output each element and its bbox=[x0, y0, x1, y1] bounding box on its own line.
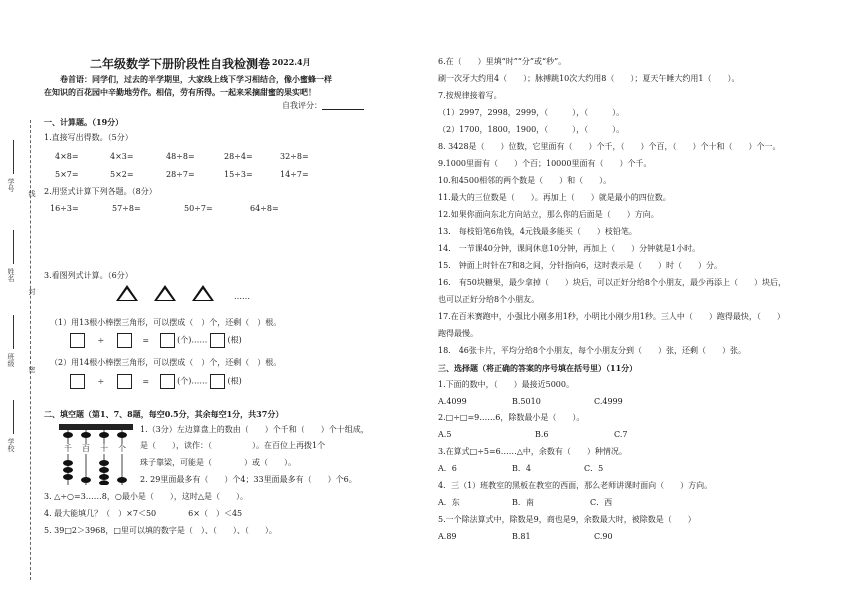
school-blank[interactable] bbox=[13, 400, 14, 434]
choice-3-option-b[interactable]: B．4 bbox=[512, 464, 531, 473]
choice-1-option-b[interactable]: B.5010 bbox=[512, 397, 541, 406]
fill-2: 2. 29里面最多有（ ）个4；33里面最多有（ ）个6。 bbox=[140, 475, 357, 484]
choice-5-option-b[interactable]: B.81 bbox=[512, 532, 531, 541]
choice-5: 5.一个除法算式中，除数是9，商也是9，余数最大时，被除数是（ ） bbox=[438, 515, 696, 524]
choice-3-option-a[interactable]: A．6 bbox=[438, 464, 457, 473]
section-1-heading: 一、计算题。（19分） bbox=[44, 117, 124, 127]
self-eval-blank[interactable] bbox=[322, 109, 364, 110]
abacus-bead bbox=[63, 432, 73, 438]
fill-8: 8. 3428是（ ）位数，它里面有（ ）个千，（ ）个百，（ ）个十和（ ）个一。 bbox=[438, 142, 781, 151]
seal-mark-secret: 密 bbox=[28, 366, 36, 373]
triangle-1 bbox=[116, 285, 138, 301]
fill-15: 15. 钟面上时针在7和8之间，分针指向6，这时表示是（ ）时（ ）分。 bbox=[438, 261, 722, 270]
abacus-bead bbox=[99, 474, 109, 480]
triangle-3 bbox=[192, 285, 214, 301]
calc-r2-4: 15÷3= bbox=[224, 170, 253, 179]
choice-1-option-a[interactable]: A.4099 bbox=[438, 397, 467, 406]
abacus-bead bbox=[99, 481, 109, 486]
fill-17-a: 17.在百米赛跑中，小强比小刚多用1秒，小明比小刚少用1秒。三人中（ ）跑得最快，（ ） bbox=[438, 312, 785, 321]
fill-11: 11.最大的三位数是（ ）。再加上（ ）就是最小的四位数。 bbox=[438, 193, 671, 202]
fill-7-b: （2）1700，1800，1900，（ ），（ ）。 bbox=[438, 125, 625, 134]
eq-sign: = bbox=[142, 376, 150, 386]
abacus-label-hundreds: 百 bbox=[82, 444, 90, 453]
intro-line-1: 卷首语：同学们，过去的半学期里，大家线上线下学习相结合，像小蜜蜂一样 bbox=[60, 74, 332, 84]
calc-r2-2: 5×2= bbox=[110, 170, 134, 179]
abacus-label-thousands: 千 bbox=[64, 444, 72, 453]
eq-sign: = bbox=[142, 335, 150, 345]
seal-mark-seal: 封 bbox=[28, 288, 36, 295]
abacus-top-frame bbox=[59, 424, 133, 430]
abacus-label-tens: 十 bbox=[100, 444, 108, 453]
abacus-label-ones: 个 bbox=[118, 444, 126, 453]
choice-3-option-c[interactable]: C．5 bbox=[584, 464, 604, 473]
answer-box[interactable] bbox=[160, 333, 175, 348]
calc-r1-5: 32÷8= bbox=[280, 152, 309, 161]
unit-gen: (根) bbox=[227, 335, 242, 345]
fill-16-a: 16. 有50块糖果，最少拿掉（ ）块后，可以正好分给8个小朋友，最少再添上（ ）块后， bbox=[438, 278, 786, 287]
choice-4-option-c[interactable]: C．西 bbox=[590, 498, 613, 507]
choice-2: 2.□÷□=9……6，除数最小是（ ）。 bbox=[438, 413, 585, 422]
unit-ge: (个)…… bbox=[177, 376, 208, 386]
fill-7-heading: 7.按规律接着写。 bbox=[438, 91, 502, 100]
calc-r1-1: 4×8= bbox=[55, 152, 79, 161]
choice-1: 1.下面的数中，（ ）最接近5000。 bbox=[438, 380, 574, 389]
unit-ge: (个)…… bbox=[177, 335, 208, 345]
abacus-bead bbox=[63, 474, 73, 480]
section-2-heading: 二、填空题（第1、7、8题，每空0.5分，其余每空1分，共37分） bbox=[44, 409, 284, 419]
sidebar-label-name: 姓名 bbox=[7, 268, 15, 282]
fill-17-b: 跑得最慢。 bbox=[438, 329, 478, 338]
fill-16-b: 也可以正好分给8个小朋友。 bbox=[438, 295, 540, 304]
choice-2-option-c[interactable]: C.7 bbox=[614, 430, 628, 439]
choice-4: 4．三（1）班教室的黑板在教室的西面，那么老师讲课时面向（ ）方向。 bbox=[438, 481, 713, 490]
q2-title: 2.用竖式计算下列各题。（8分） bbox=[44, 187, 157, 196]
fill-1-line-3: 珠子靠梁，可能是（ ）或（ ）。 bbox=[140, 458, 296, 467]
answer-box[interactable] bbox=[160, 374, 175, 389]
q3b-equation bbox=[70, 374, 242, 389]
self-eval-label: 自我评分： bbox=[282, 101, 322, 110]
div-sign: ÷ bbox=[97, 335, 105, 345]
fill-6-heading: 6.在（ ）里填“时”“分”或“秒”。 bbox=[438, 57, 567, 66]
vert-calc-1: 16÷3= bbox=[50, 204, 79, 213]
fill-1-line-2: 是（ ），读作：（ ）。在百位上再拨1个 bbox=[140, 441, 326, 450]
fill-12: 12.如果你面向东北方向站立，那么你的后面是（ ）方向。 bbox=[438, 210, 659, 219]
abacus-bead bbox=[99, 432, 109, 438]
fill-4: 4. 最大能填几？（ ）×7＜50 6×（ ）＜45 bbox=[44, 509, 243, 518]
fill-3: 3. △÷○=3……8，○最小是（ ），这时△是（ ）。 bbox=[44, 492, 249, 501]
fill-14: 14. 一节课40分钟，课间休息10分钟，再加上（ ）分钟就是1小时。 bbox=[438, 244, 701, 253]
page-title: 二年级数学下册阶段性自我检测卷 bbox=[90, 57, 271, 71]
name-blank[interactable] bbox=[13, 230, 14, 264]
fill-13: 13. 每枝铅笔6角钱，4元钱最多能买（ ）枝铅笔。 bbox=[438, 227, 637, 236]
choice-5-option-c[interactable]: C.90 bbox=[594, 532, 613, 541]
fill-1-line-1: 1.（3分）左边算盘上的数由（ ）个千和（ ）个十组成， bbox=[140, 425, 369, 434]
q3b-text: （2）用14根小棒摆三角形，可以摆成（ ）个，还剩（ ）根。 bbox=[50, 358, 282, 367]
choice-4-option-b[interactable]: B．南 bbox=[512, 498, 534, 507]
answer-box[interactable] bbox=[70, 333, 85, 348]
q3a-equation bbox=[70, 333, 242, 348]
fill-18: 18. 46张卡片，平均分给8个小朋友，每个小朋友分到（ ）张，还剩（ ）张。 bbox=[438, 346, 746, 355]
sidebar-label-school: 学校 bbox=[7, 438, 15, 452]
calc-r2-1: 5×7= bbox=[55, 170, 79, 179]
sidebar-label-student-id: 学号 bbox=[7, 178, 15, 192]
abacus-image bbox=[58, 423, 134, 485]
page-date: 2022.4月 bbox=[272, 57, 311, 67]
q3-title: 3.看图列式计算。（6分） bbox=[44, 271, 133, 280]
calc-r1-2: 4×3= bbox=[110, 152, 134, 161]
abacus-bead bbox=[63, 467, 73, 473]
calc-r2-3: 28÷7= bbox=[166, 170, 195, 179]
fill-9: 9.1000里面有（ ）个百；10000里面有（ ）个千。 bbox=[438, 159, 652, 168]
sidebar-label-class: 班级 bbox=[7, 353, 15, 367]
section-3-heading: 三、选择题（将正确的答案的序号填在括号里）（11分） bbox=[438, 363, 638, 373]
q3a-text: （1）用13根小棒摆三角形，可以摆成（ ）个，还剩（ ）根。 bbox=[50, 318, 282, 327]
div-sign: ÷ bbox=[97, 376, 105, 386]
q1-title: 1.直接写出得数。（5分） bbox=[44, 133, 133, 142]
choice-2-option-b[interactable]: B.6 bbox=[535, 430, 549, 439]
vert-calc-2: 57÷8= bbox=[112, 204, 141, 213]
answer-box[interactable] bbox=[117, 333, 132, 348]
fill-7-a: （1）2997，2998，2999，（ ），（ ）。 bbox=[438, 108, 625, 117]
abacus-bead bbox=[81, 477, 91, 483]
unit-gen: (根) bbox=[227, 376, 242, 386]
calc-r1-3: 48÷8= bbox=[166, 152, 195, 161]
abacus-bead bbox=[99, 460, 109, 466]
answer-box[interactable] bbox=[210, 374, 225, 389]
abacus-bead bbox=[81, 432, 91, 438]
calc-r1-4: 28÷4= bbox=[224, 152, 253, 161]
class-blank[interactable] bbox=[13, 315, 14, 349]
fill-6-text: 刷一次牙大约用4（ ）；脉搏跳10次大约用8（ ）；夏天午睡大约用1（ ）。 bbox=[438, 74, 740, 83]
calc-r2-5: 14÷7= bbox=[280, 170, 309, 179]
choice-2-option-a[interactable]: A.5 bbox=[438, 430, 452, 439]
abacus-bead bbox=[117, 432, 127, 438]
answer-box[interactable] bbox=[210, 333, 225, 348]
seal-mark-line: 线 bbox=[28, 190, 36, 197]
choice-3: 3.在算式□÷5=6……△中，余数有（ ）种情况。 bbox=[438, 447, 627, 456]
abacus-bead bbox=[117, 477, 127, 483]
vert-calc-4: 64÷8= bbox=[250, 204, 279, 213]
choice-5-option-a[interactable]: A.89 bbox=[438, 532, 457, 541]
triangle-ellipsis: …… bbox=[234, 292, 250, 301]
choice-4-option-a[interactable]: A．东 bbox=[438, 498, 460, 507]
triangle-2 bbox=[154, 285, 176, 301]
binding-line bbox=[30, 120, 31, 580]
vert-calc-3: 50÷7= bbox=[184, 204, 213, 213]
abacus-bead bbox=[63, 460, 73, 466]
fill-10: 10.和4500相邻的两个数是（ ）和（ ）。 bbox=[438, 176, 612, 185]
student-id-blank[interactable] bbox=[13, 140, 14, 174]
intro-line-2: 在知识的百花园中辛勤地劳作。相信，劳有所得。一起来采摘甜蜜的果实吧！ bbox=[44, 87, 316, 97]
choice-1-option-c[interactable]: C.4999 bbox=[594, 397, 623, 406]
abacus-bead bbox=[99, 467, 109, 473]
answer-box[interactable] bbox=[70, 374, 85, 389]
answer-box[interactable] bbox=[117, 374, 132, 389]
fill-5: 5. 39□2＞3968，□里可以填的数字是（ ）、（ ）、（ ）。 bbox=[44, 526, 277, 535]
